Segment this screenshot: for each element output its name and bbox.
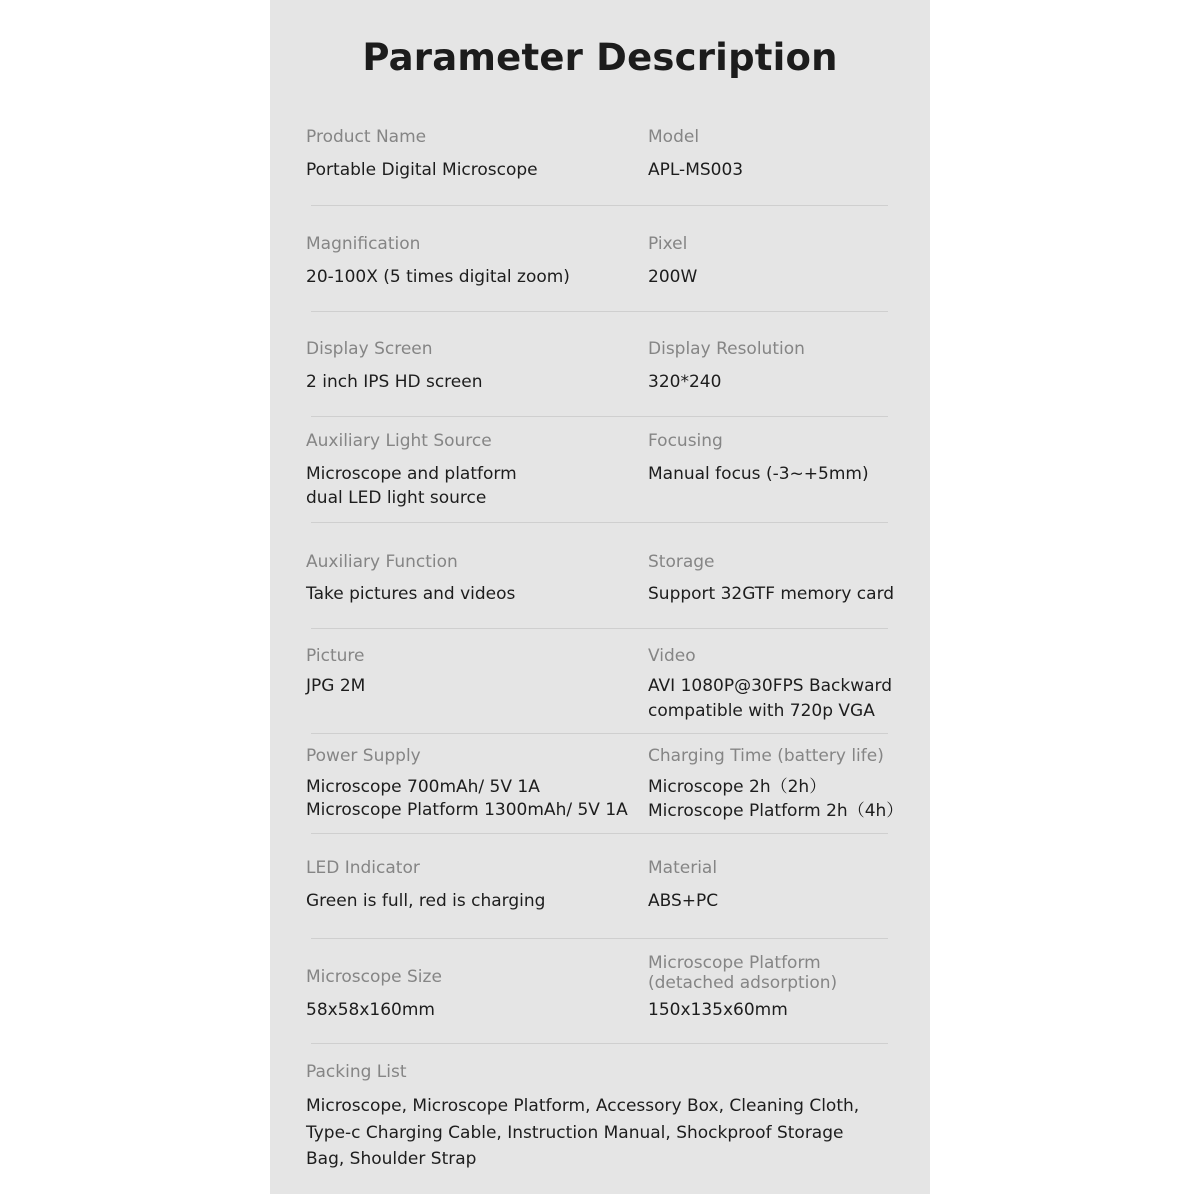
- auxiliary-light-source-value-line1: Microscope and platform: [306, 464, 517, 484]
- display-resolution-label: Display Resolution: [648, 339, 805, 359]
- pixel-value: 200W: [648, 267, 698, 287]
- material-value: ABS+PC: [648, 891, 719, 911]
- display-resolution-value: 320*240: [648, 372, 722, 392]
- focusing-label: Focusing: [648, 431, 723, 451]
- packing-list-line: Type-c Charging Cable, Instruction Manual, Shockproof Storage: [306, 1122, 844, 1143]
- model-value: APL-MS003: [648, 160, 744, 180]
- storage-label: Storage: [648, 552, 715, 572]
- platform-size-value: 150x135x60mm: [648, 1000, 788, 1020]
- packing-list-label: Packing List: [306, 1062, 407, 1082]
- magnification-value: 20-100X (5 times digital zoom): [306, 267, 570, 287]
- charging-time-value-line2: Microscope Platform 2h（4h）: [648, 801, 904, 821]
- pixel-label: Pixel: [648, 234, 688, 254]
- row-divider: [311, 733, 888, 734]
- led-indicator-label: LED Indicator: [306, 858, 420, 878]
- power-supply-value-line2: Microscope Platform 1300mAh/ 5V 1A: [306, 800, 628, 820]
- magnification-label: Magnification: [306, 234, 421, 254]
- picture-value: JPG 2M: [306, 676, 366, 696]
- row-divider: [311, 833, 888, 834]
- display-screen-value: 2 inch IPS HD screen: [306, 372, 483, 392]
- row-divider: [311, 311, 888, 312]
- video-value-line2: compatible with 720p VGA: [648, 701, 875, 721]
- video-label: Video: [648, 646, 696, 666]
- row-divider: [311, 416, 888, 417]
- microscope-size-label: Microscope Size: [306, 967, 442, 987]
- platform-size-label-line2: (detached adsorption): [648, 973, 838, 993]
- power-supply-label: Power Supply: [306, 746, 421, 766]
- storage-value: Support 32GTF memory card: [648, 584, 895, 604]
- charging-time-value-line1: Microscope 2h（2h）: [648, 777, 827, 797]
- led-indicator-value: Green is full, red is charging: [306, 891, 546, 911]
- packing-list-value: [306, 1093, 896, 1173]
- platform-size-label-line1: Microscope Platform: [648, 953, 821, 973]
- model-label: Model: [648, 127, 700, 147]
- row-divider: [311, 938, 888, 939]
- row-divider: [311, 628, 888, 629]
- parameter-panel: [270, 0, 930, 1194]
- auxiliary-light-source-label: Auxiliary Light Source: [306, 431, 492, 451]
- row-divider: [311, 205, 888, 206]
- page-title: Parameter Description: [362, 36, 838, 79]
- auxiliary-function-value: Take pictures and videos: [306, 584, 516, 604]
- focusing-value: Manual focus (-3~+5mm): [648, 464, 869, 484]
- material-label: Material: [648, 858, 718, 878]
- power-supply-value-line1: Microscope 700mAh/ 5V 1A: [306, 777, 540, 797]
- row-divider: [311, 522, 888, 523]
- product-name-value: Portable Digital Microscope: [306, 160, 538, 180]
- display-screen-label: Display Screen: [306, 339, 433, 359]
- auxiliary-light-source-value-line2: dual LED light source: [306, 488, 487, 508]
- product-name-label: Product Name: [306, 127, 427, 147]
- row-divider: [311, 1043, 888, 1044]
- video-value-line1: AVI 1080P@30FPS Backward: [648, 676, 893, 696]
- microscope-size-value: 58x58x160mm: [306, 1000, 435, 1020]
- packing-list-line: Microscope, Microscope Platform, Accessory Box, Cleaning Cloth,: [306, 1096, 860, 1116]
- auxiliary-function-label: Auxiliary Function: [306, 552, 458, 572]
- picture-label: Picture: [306, 646, 365, 666]
- packing-list-line: Bag, Shoulder Strap: [306, 1149, 477, 1169]
- charging-time-label: Charging Time (battery life): [648, 746, 884, 766]
